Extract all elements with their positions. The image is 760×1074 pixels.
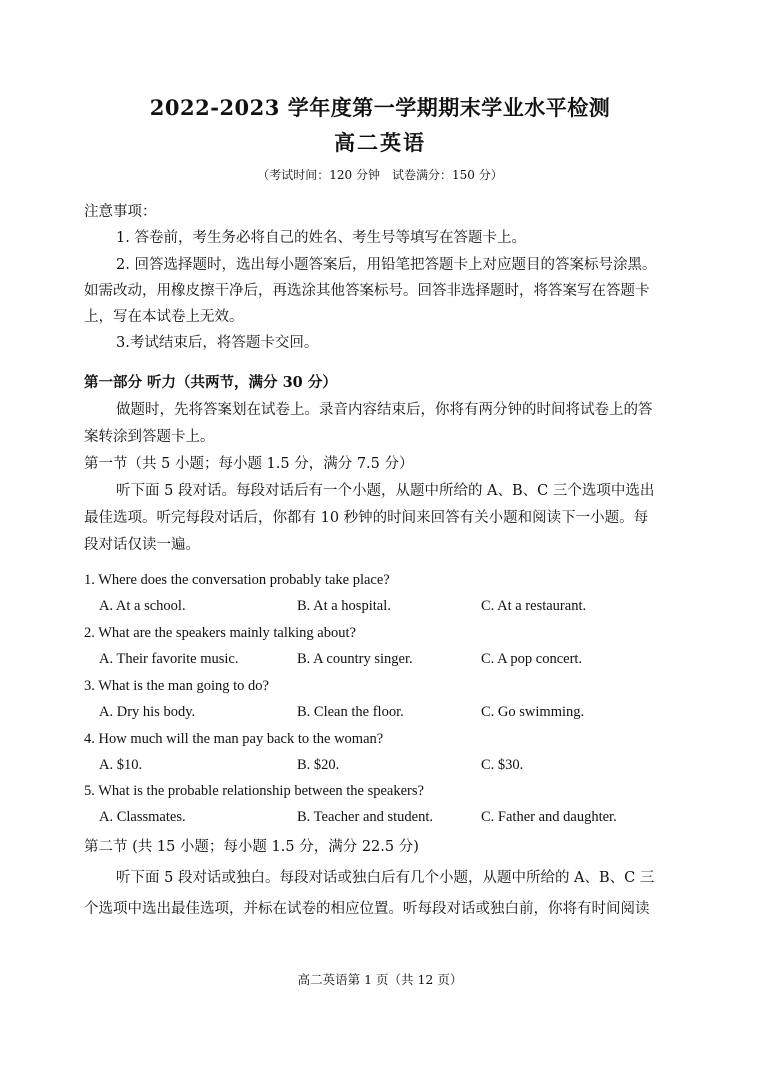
question-1: 1. Where does the conversation probably take place? [84, 572, 390, 588]
part1-heading: 第一部分 听力（共两节，满分 30 分） [84, 374, 337, 391]
notes-item-2-line-1: 2. 回答选择题时，选出每小题答案后，用铅笔把答题卡上对应题目的答案标号涂黑。 [116, 257, 657, 273]
question-1-option-a: A. At a school. [99, 598, 186, 614]
question-3-option-a: A. Dry his body. [99, 704, 196, 720]
question-2-option-b: B. A country singer. [297, 651, 413, 667]
section2-intro-line-1: 听下面 5 段对话或独白。每段对话或独白后有几个小题，从题中所给的 A、B、C 三 [116, 870, 655, 886]
question-2-option-c: C. A pop concert. [481, 651, 583, 667]
page-footer: 高二英语第 1 页（共 12 页） [297, 972, 463, 987]
question-5: 5. What is the probable relationship between the speakers? [84, 783, 424, 799]
question-3-option-c: C. Go swimming. [481, 704, 585, 720]
question-5-option-a: A. Classmates. [99, 809, 186, 825]
question-4-option-c: C. $30. [481, 757, 524, 773]
part1-intro-line-1: 做题时，先将答案划在试卷上。录音内容结束后，你将有两分钟的时间将试卷上的答 [116, 402, 653, 418]
question-1-option-b: B. At a hospital. [297, 598, 391, 614]
section1-intro-line-1: 听下面 5 段对话。每段对话后有一个小题，从题中所给的 A、B、C 三个选项中选出 [116, 483, 655, 499]
question-3: 3. What is the man going to do? [84, 678, 269, 694]
notes-item-3: 3.考试结束后，将答题卡交回。 [116, 335, 319, 351]
question-1-option-c: C. At a restaurant. [481, 598, 587, 614]
section1-heading: 第一节（共 5 小题；每小题 1.5 分，满分 7.5 分） [84, 456, 414, 472]
notes-heading: 注意事项： [84, 204, 157, 220]
question-2-option-a: A. Their favorite music. [99, 651, 239, 667]
exam-title: 2022-2023 学年度第一学期期末学业水平检测 [149, 95, 611, 120]
section1-intro-line-2: 最佳选项。听完每段对话后，你都有 10 秒钟的时间来回答有关小题和阅读下一小题。每 [84, 510, 649, 526]
notes-item-2-line-3: 上，写在本试卷上无效。 [84, 309, 244, 325]
question-2: 2. What are the speakers mainly talking about? [84, 625, 356, 641]
notes-item-1: 1. 答卷前，考生务必将自己的姓名、考生号等填写在答题卡上。 [116, 230, 526, 246]
section1-intro-line-3: 段对话仅读一遍。 [84, 537, 200, 553]
question-4-option-b: B. $20. [297, 757, 340, 773]
question-3-option-b: B. Clean the floor. [297, 704, 404, 720]
question-4: 4. How much will the man pay back to the woman? [84, 731, 384, 747]
question-5-option-c: C. Father and daughter. [481, 809, 617, 825]
section2-heading: 第二节 (共 15 小题；每小题 1.5 分，满分 22.5 分) [84, 839, 419, 855]
question-4-option-a: A. $10. [99, 757, 143, 773]
question-5-option-b: B. Teacher and student. [297, 809, 434, 825]
section2-intro-line-2: 个选项中选出最佳选项，并标在试卷的相应位置。听每段对话或独白前，你将有时间阅读 [84, 901, 650, 917]
notes-item-2-line-2: 如需改动，用橡皮擦干净后，再选涂其他答案标号。回答非选择题时，将答案写在答题卡 [84, 283, 650, 299]
part1-intro-line-2: 案转涂到答题卡上。 [84, 429, 215, 445]
exam-info: （考试时间：120 分钟 试卷满分：150 分） [257, 168, 503, 182]
exam-subject: 高二英语 [334, 130, 426, 155]
